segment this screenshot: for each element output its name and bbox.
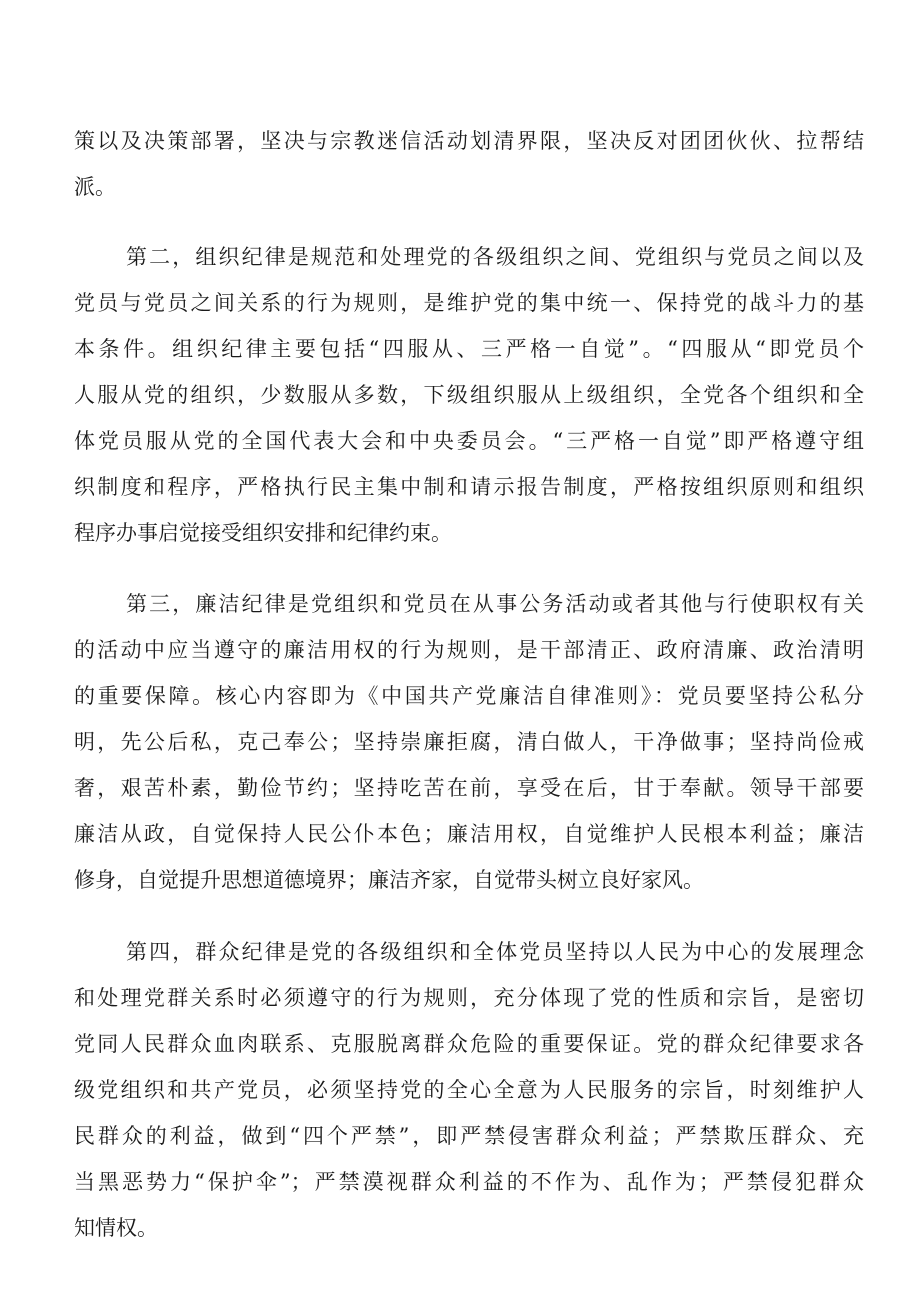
text-line: 当黑恶势力“保护伞”；严禁漠视群众利益的不作为、乱作为；严禁侵犯群众 (74, 1170, 864, 1194)
text-line: 明，先公后私，克己奉公；坚持崇廉拒腐，清白做人，干净做事；坚持尚俭戒 (74, 730, 864, 754)
text-line: 程序办事启觉接受组织安排和纪律约束。 (74, 521, 452, 545)
text-line: 策以及决策部署，坚决与宗教迷信活动划清界限，坚决反对团团伙伙、拉帮结 (74, 129, 864, 153)
text-line: 党员与党员之间关系的行为规则，是维护党的集中统一、保持党的战斗力的基 (74, 291, 864, 315)
text-line: 第四，群众纪律是党的各级组织和全体党员坚持以人民为中心的发展理念 (126, 940, 864, 964)
document-body (74, 118, 864, 1275)
text-line: 织制度和程序，严格执行民主集中制和请示报告制度，严格按组织原则和组织 (74, 475, 864, 499)
text-line: 民群众的利益，做到“四个严禁”，即严禁侵害群众利益；严禁欺压群众、充 (74, 1124, 864, 1148)
paragraph-continuation (74, 118, 864, 210)
text-line: 的活动中应当遵守的廉洁用权的行为规则，是干部清正、政府清廉、政治清明 (74, 638, 864, 662)
text-line: 本条件。组织纪律主要包括“四服从、三严格一自觉”。“四服从“即党员个 (74, 337, 864, 361)
text-line: 人服从党的组织，少数服从多数，下级组织服从上级组织，全党各个组织和全 (74, 383, 864, 407)
text-line: 级党组织和共产党员，必须坚持党的全心全意为人民服务的宗旨，时刻维护人 (74, 1078, 864, 1102)
text-line: 修身，自觉提升思想道德境界；廉洁齐家，自觉带头树立良好家风。 (74, 868, 704, 892)
paragraph-integrity-discipline (74, 581, 864, 903)
text-line: 体党员服从党的全国代表大会和中央委员会。“三严格一自觉”即严格遵守组 (74, 429, 864, 453)
text-line: 知情权。 (74, 1216, 158, 1240)
text-line: 第三，廉洁纪律是党组织和党员在从事公务活动或者其他与行使职权有关 (126, 592, 864, 616)
text-line: 第二，组织纪律是规范和处理党的各级组织之间、党组织与党员之间以及 (126, 245, 864, 269)
text-line: 奢，艰苦朴素，勤俭节约；坚持吃苦在前，享受在后，甘于奉献。领导干部要 (74, 776, 864, 800)
paragraph-mass-discipline (74, 929, 864, 1251)
text-line: 廉洁从政，自觉保持人民公仆本色；廉洁用权，自觉维护人民根本利益；廉洁 (74, 822, 864, 846)
text-line: 和处理党群关系时必须遵守的行为规则，充分体现了党的性质和宗旨，是密切 (74, 986, 864, 1010)
text-line: 的重要保障。核心内容即为《中国共产党廉洁自律准则》：党员要坚持公私分 (74, 684, 864, 708)
text-line: 党同人民群众血肉联系、克服脱离群众危险的重要保证。党的群众纪律要求各 (74, 1032, 864, 1056)
paragraph-organizational-discipline (74, 234, 864, 556)
text-line: 派。 (74, 175, 116, 199)
